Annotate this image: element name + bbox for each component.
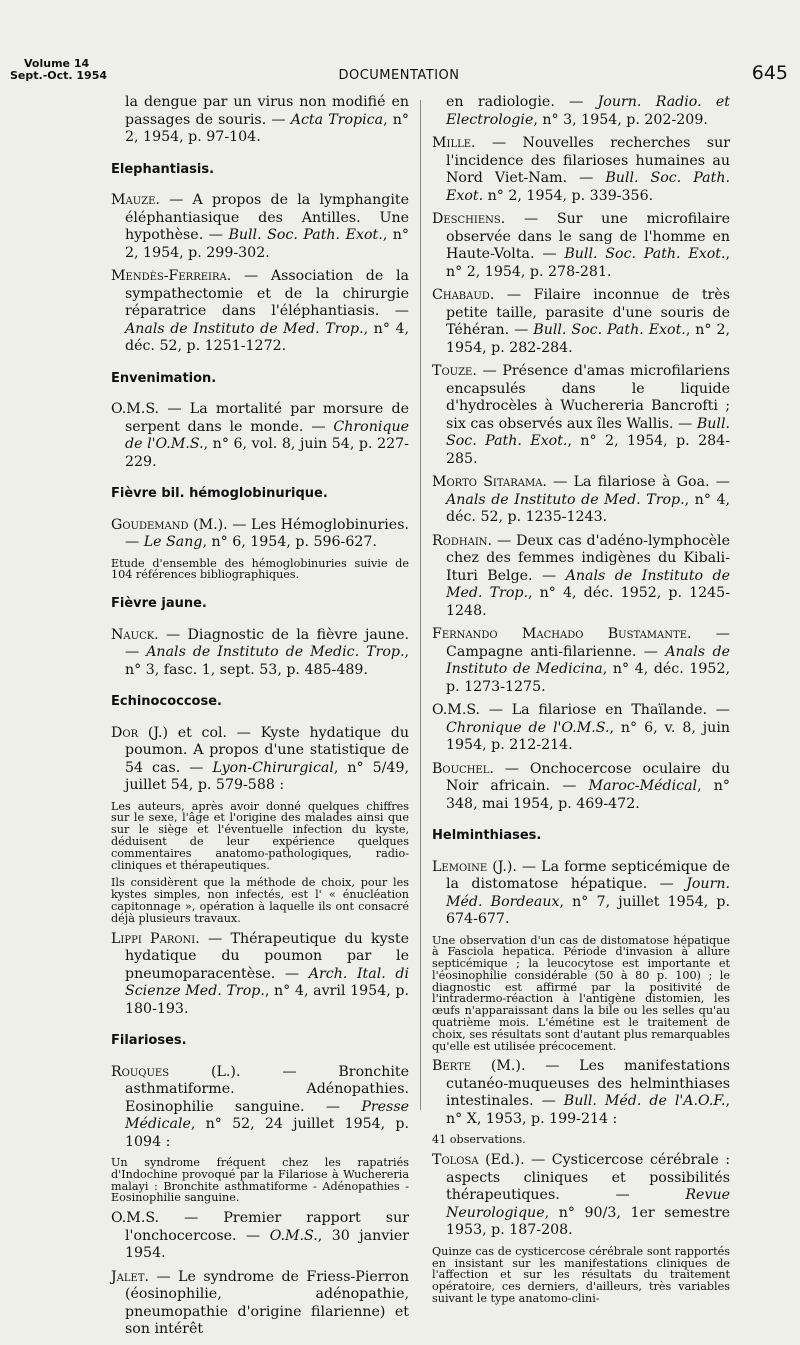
bibliography-entry <box>432 474 730 527</box>
entry-author: Mauze. <box>111 192 160 208</box>
entry-journal: Bull. Soc. Path. Exot. <box>446 415 730 449</box>
entry-journal: Anals de Instituto de Med. Trop. <box>446 491 685 508</box>
bibliography-entry <box>111 192 409 262</box>
entry-author: Berte <box>432 1058 472 1075</box>
entry-journal: Anals de Instituto de Med. Trop. <box>446 567 730 601</box>
entry-title: (L.). — Bronchite asthmatiforme. Adénopathies. Eosinophilie sanguine. — <box>125 1063 409 1115</box>
entry-title: — Onchocercose oculaire du Noir africain. — <box>446 760 730 794</box>
entry-title: — Diagnostic de la fièvre jaune. — <box>125 626 409 661</box>
bibliography-entry <box>111 1064 409 1152</box>
page-header <box>10 58 788 84</box>
entry-journal: Bull. Soc. Path. Exot. <box>564 246 726 262</box>
section-heading: Fièvre jaune. <box>111 596 207 612</box>
entry-journal: Bull. Soc. Path. Exot. <box>446 170 730 204</box>
entry-journal: Journ. Méd. Bordeaux <box>446 876 730 910</box>
entry-journal: Chronique de l'O.M.S. <box>446 719 610 736</box>
entry-title: — Campagne anti-filarienne. — <box>446 626 730 660</box>
entry-author: Chabaud. <box>432 287 495 303</box>
entry-journal: Acta Tropica <box>290 111 384 128</box>
entry-title: — Sur une microfilaire observée dans le sang de l'homme en Haute-Volta. — <box>446 211 730 262</box>
abstract-note: Quinze cas de cysticercose cérébrale sont rapportés en insistant sur les manifestations cliniques de l'affection et sur les résultats du traitement opératoire, ces derniers, d'ailleurs, très variables suivant le type anatomo-clini- <box>432 1244 730 1305</box>
entry-citation: , n° 2, 1954, p. 282-284. <box>446 322 730 356</box>
entry-title: (M.). — Les manifestations cutanéo-muqueuses des helminthiases intestinales. — <box>446 1058 730 1110</box>
abstract-note: 41 observations. <box>432 1133 526 1147</box>
entry-author: Goudemand <box>111 516 189 533</box>
entry-citation: , n° 90/3, 1er semestre 1953, p. 187-208. <box>446 1204 730 1239</box>
section-heading: Helminthiases. <box>432 828 542 843</box>
bibliography-entry <box>432 1058 730 1128</box>
entry-journal: Bull. Soc. Path. Exot. <box>228 227 383 243</box>
entry-journal: Chronique de l'O.M.S. <box>125 418 409 452</box>
entry-citation: , n° 4, déc. 52, p. 1235-1243. <box>446 491 731 525</box>
bibliography-entry <box>432 211 730 281</box>
abstract-note: Un syndrome fréquent chez les rapatriés d'Indochine provoqué par la Filariose à Wuchereria malayi : Bronchite asthmatiforme - Adénopathies - Eosinophilie sanguine. <box>111 1156 409 1205</box>
entry-citation: , n° 4, déc. 1952, p. 1273-1275. <box>446 661 730 695</box>
entry-journal: Journ. Radio. et Electrologie <box>446 94 730 128</box>
bibliography-entry <box>111 94 409 147</box>
entry-author: Nauck. <box>111 626 159 643</box>
entry-title: — Filaire inconnue de très petite taille, parasite d'une souris de Téhéran. — <box>446 287 730 338</box>
entry-author: Deschiens. <box>432 211 506 227</box>
entry-author: Touze. <box>432 363 477 379</box>
bibliography-entry <box>111 627 409 680</box>
bibliography-entry <box>432 135 730 205</box>
bibliography-entry <box>111 517 409 552</box>
entry-author: Tolosa <box>432 1152 479 1169</box>
section-heading: Filarioses. <box>111 1033 187 1049</box>
entry-title: (J.). — La forme septicémique de la distomatose hépatique. — <box>446 858 730 892</box>
column-divider <box>420 100 421 1110</box>
bibliography-entry <box>111 401 409 471</box>
entry-citation: , 30 janvier 1954. <box>125 1227 410 1262</box>
bibliography-entry <box>432 1152 730 1240</box>
bibliography-entry <box>432 702 730 755</box>
abstract-note: Ils considèrent que la méthode de choix, pour les kystes simples, non infectés, est l' « énucléation capitonnage », opération à laquelle ils ont consacré déjà plusieurs travaux. <box>111 876 409 925</box>
entry-citation: , n° X, 1953, p. 199-214 : <box>446 1093 730 1127</box>
entry-journal: Presse Médicale <box>125 1098 409 1133</box>
issue-date: Sept.-Oct. 1954 <box>10 69 108 82</box>
page-number: 645 <box>751 62 788 84</box>
right-column <box>432 94 730 1311</box>
entry-journal: Revue Neurologique <box>446 1187 730 1221</box>
bibliography-entry <box>432 761 730 814</box>
abstract-note: Etude d'ensemble des hémoglobinuries suivie de 104 références bibliographiques. <box>111 556 409 582</box>
entry-journal: Arch. Ital. di Scienze Med. Trop. <box>125 965 410 1000</box>
entry-citation: , n° 6, v. 8, juin 1954, p. 212-214. <box>446 719 730 753</box>
entry-citation: , n° 2, 1954, p. 278-281. <box>446 246 730 280</box>
bibliography-entry <box>432 859 730 929</box>
bibliography-entry <box>432 287 730 357</box>
entry-title: — Association de la sympathectomie et de la chirurgie réparatrice dans l'éléphantiasis. — <box>125 268 409 319</box>
entry-citation: , n° 2, 1954, p. 284-285. <box>446 433 730 467</box>
entry-author: Morto Sitarama. <box>432 474 547 490</box>
entry-author: Rouques <box>111 1063 170 1080</box>
entry-author: Lemoine <box>432 858 488 875</box>
entry-title: O.M.S. — Premier rapport sur l'onchocercose. — <box>111 1210 409 1244</box>
entry-journal: Anals de Instituto de Medicina <box>446 643 730 677</box>
entry-title: (M.). — Les Hémoglobinuries. — <box>125 516 409 550</box>
bibliography-entry <box>111 1269 409 1339</box>
section-heading: Envenimation. <box>111 370 217 386</box>
entry-journal: Bull. Soc. Path. Exot. <box>533 322 686 338</box>
entry-citation: , n° 4, déc. 1952, p. 1245-1248. <box>446 585 730 619</box>
entry-journal: Maroc-Médical <box>588 778 698 794</box>
bibliography-entry <box>111 1210 409 1263</box>
bibliography-entry <box>432 94 730 129</box>
entry-title: — Deux cas d'adéno-lymphocèle chez des femmes indigènes du Kibali-Ituri Belge. — <box>446 532 730 584</box>
entry-author: Fernando Machado Bustamante. <box>432 626 692 642</box>
entry-title: — A propos de la lymphangite éléphantiasique des Antilles. Une hypothèse. — <box>125 192 409 243</box>
entry-journal: Anals de Instituto de Medic. Trop. <box>146 644 405 661</box>
section-heading: Fièvre bil. hémoglobinurique. <box>111 486 328 501</box>
section-heading: Echinococcose. <box>111 694 222 710</box>
volume-label: Volume 14 <box>24 57 90 70</box>
entry-citation: , n° 7, juillet 1954, p. 674-677. <box>446 893 730 927</box>
entry-author: Bouchel. <box>432 760 494 777</box>
entry-citation: , n° 52, 24 juillet 1954, p. 1094 : <box>125 1116 409 1150</box>
entry-journal: Anals de Instituto de Med. Trop. <box>125 320 364 337</box>
entry-title: en radiologie. — <box>446 94 598 110</box>
entry-title: (Ed.). — Cysticercose cérébrale : aspects cliniques et possibilités thérapeutiques. — <box>446 1152 730 1204</box>
entry-citation: , n° 4, déc. 52, p. 1251-1272. <box>125 320 410 354</box>
bibliography-entry <box>432 363 730 468</box>
entry-author: Jalet. <box>111 1268 150 1285</box>
entry-citation: , n° 348, mai 1954, p. 469-472. <box>446 778 730 812</box>
bibliography-entry <box>111 931 409 1019</box>
entry-title: — Présence d'amas microfilariens encapsulés dans le liquide d'hydrocèles à Wuchereria Bancrofti ; six cas observés aux îles Wallis. — <box>446 363 730 432</box>
entry-title: (J.) et col. — Kyste hydatique du poumon. A propos d'une statistique de 54 cas. — <box>125 724 409 776</box>
entry-author: Lippi Paroni. <box>111 930 200 947</box>
entry-title: O.M.S. — La mortalité par morsure de serpent dans le monde. — <box>111 401 409 435</box>
bibliography-entry <box>111 725 409 795</box>
entry-title: — Le syndrome de Friess-Pierron (éosinophilie, adénopathie, pneumopathie d'origine filarienne) et son intérêt <box>125 1268 409 1338</box>
entry-author: Rodhain. <box>432 532 493 549</box>
entry-citation: , n° 3, fasc. 1, sept. 53, p. 485-489. <box>125 644 409 678</box>
entry-journal: Bull. Méd. de l'A.O.F. <box>563 1093 726 1110</box>
entry-citation: , n° 2, 1954, p. 97-104. <box>125 111 409 145</box>
entry-citation: , n° 6, vol. 8, juin 54, p. 227-229. <box>125 436 409 470</box>
section-heading: Elephantiasis. <box>111 161 215 177</box>
entry-author: Mendès-Ferreira. <box>111 268 232 284</box>
entry-citation: , n° 6, 1954, p. 596-627. <box>202 534 377 550</box>
bibliography-entry <box>432 626 730 696</box>
entry-title: — La filariose à Goa. — <box>546 474 730 490</box>
abstract-note: Une observation d'un cas de distomatose hépatique à Fasciola hepatica. Période d'invasion à allure septicémique ; la leucocytose est importante et l'éosinophilie considérable (50 à 80 p. 100) ; le diagnostic est affirmé par la positivité de l'intradermo-réaction à l'antigène distomien, les œufs n'apparaissant dans la bile ou les selles qu'au quatrième mois. L'émétine est le traitement de choix, ses résultats sont d'autant plus remarquables qu'elle est utilisée précocement. <box>432 933 730 1053</box>
entry-citation: n° 2, 1954, p. 339-356. <box>483 187 654 204</box>
entry-title: O.M.S. — La filariose en Thaïlande. — <box>432 702 730 718</box>
bibliography-entry <box>111 268 409 356</box>
entry-journal: Le Sang <box>143 534 203 550</box>
bibliography-entry <box>432 533 730 621</box>
entry-title: la dengue par un virus non modifié en passages de souris. — <box>125 94 409 128</box>
entry-citation: , n° 2, 1954, p. 299-302. <box>125 227 409 261</box>
entry-author: Mille. <box>432 135 476 151</box>
entry-citation: , n° 4, avril 1954, p. 180-193. <box>125 983 409 1017</box>
entry-title: — Nouvelles recherches sur l'incidence des filarioses humaines au Nord Viet-Nam. — <box>446 135 730 186</box>
entry-author: Dor <box>111 724 139 741</box>
running-title: DOCUMENTATION <box>338 68 460 83</box>
entry-citation: , n° 3, 1954, p. 202-209. <box>533 111 708 128</box>
entry-title: — Thérapeutique du kyste hydatique du poumon par le pneumoparacentèse. — <box>125 930 409 982</box>
entry-citation: , n° 5/49, juillet 54, p. 579-588 : <box>125 759 409 794</box>
entry-journal: Lyon-Chirurgical <box>212 759 334 776</box>
abstract-note: Les auteurs, après avoir donné quelques chiffres sur le sexe, l'âge et l'origine des malades ainsi que sur le siège et l'éventuelle infection du kyste, déduisent de leur expérience quelques commentaires anatomo-pathologiques, radio-cliniques et thérapeutiques. <box>111 799 409 872</box>
left-column <box>111 94 409 1345</box>
entry-journal: O.M.S. <box>269 1227 318 1244</box>
